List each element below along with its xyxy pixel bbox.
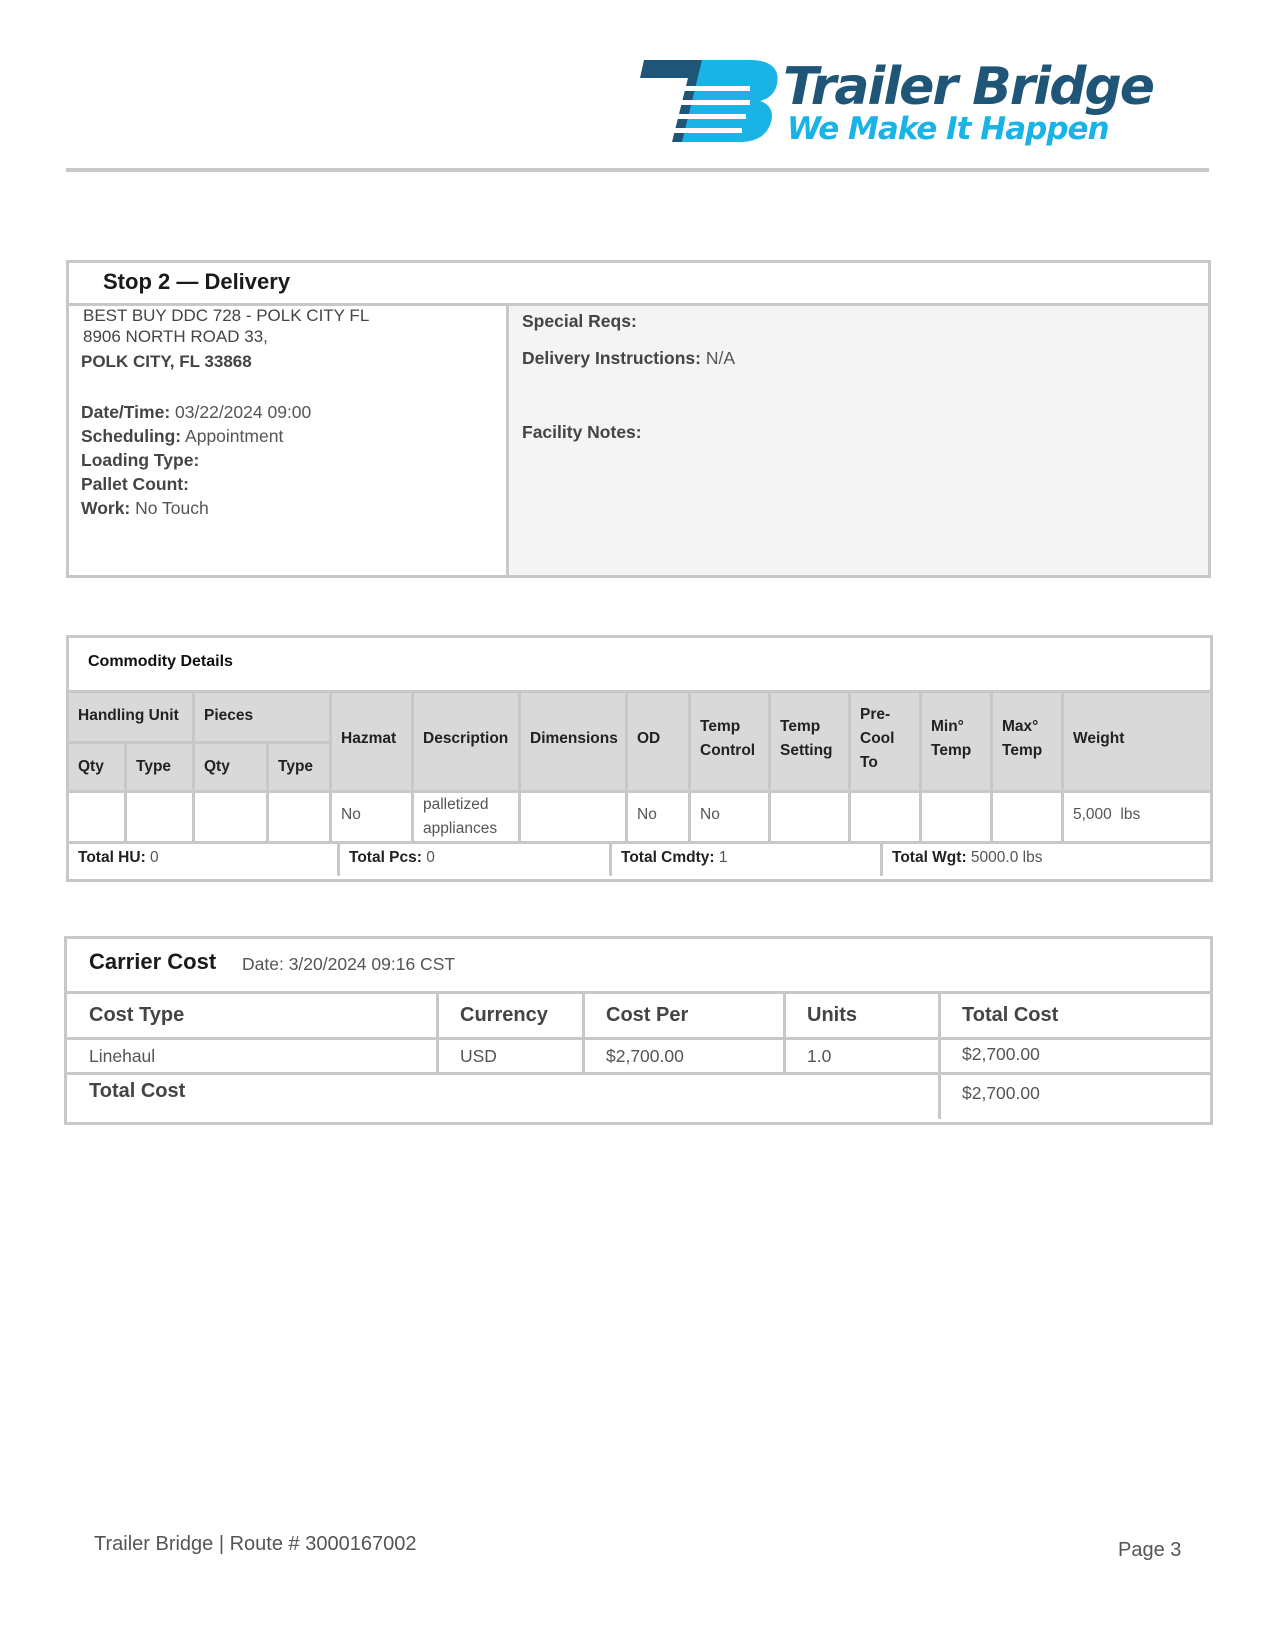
cell-min-temp xyxy=(922,793,993,844)
special-reqs-label: Special Reqs: xyxy=(522,311,637,331)
brand-wordmark xyxy=(783,56,1153,146)
loading-type-field xyxy=(81,450,199,471)
delivery-instructions-label: Delivery Instructions: xyxy=(522,348,701,368)
col-od: OD xyxy=(628,693,691,793)
col-divider xyxy=(938,991,941,1119)
col-divider xyxy=(783,991,786,1072)
address-line-2: 8906 NORTH ROAD 33, xyxy=(83,327,268,346)
header-cost-per: Cost Per xyxy=(606,1004,689,1026)
carrier-cost-date: Date: 3/20/2024 09:16 CST xyxy=(242,954,456,974)
col-hazmat: Hazmat xyxy=(332,693,414,793)
commodity-title: Commodity Details xyxy=(88,653,233,670)
cell-cost-type: Linehaul xyxy=(89,1046,156,1066)
delivery-instructions-field xyxy=(522,348,735,369)
pallet-count-label: Pallet Count: xyxy=(81,474,189,494)
scheduling-label: Scheduling: xyxy=(81,426,182,446)
col-temp-control: Temp Control xyxy=(691,693,771,793)
col-weight: Weight xyxy=(1064,693,1210,793)
header-units: Units xyxy=(807,1004,857,1026)
cell-od: No xyxy=(628,793,691,844)
total-cost-label: Total Cost xyxy=(89,1080,186,1102)
work-field xyxy=(81,498,209,519)
cell-hu-qty xyxy=(69,793,127,844)
carrier-cost-total-row xyxy=(67,1072,1210,1122)
total-hu: Total HU: 0 xyxy=(69,844,340,876)
stop-title: Stop 2 — Delivery xyxy=(103,269,291,294)
special-reqs-field xyxy=(522,311,637,332)
carrier-cost-row xyxy=(67,1037,1210,1075)
col-min-temp: Min° Temp xyxy=(922,693,993,793)
header-total-cost: Total Cost xyxy=(962,1004,1059,1026)
total-wgt: Total Wgt: 5000.0 lbs xyxy=(892,849,1043,866)
total-cmdty: Total Cmdty: 1 xyxy=(612,844,883,876)
stop-title-bar xyxy=(69,263,1208,306)
carrier-cost-title: Carrier Cost xyxy=(89,949,217,974)
delivery-instructions-value: N/A xyxy=(705,348,736,368)
header-divider xyxy=(66,168,1209,172)
stop-panel xyxy=(66,260,1211,578)
cell-dimensions xyxy=(521,793,628,844)
cell-hazmat: No xyxy=(332,793,414,844)
cell-units: 1.0 xyxy=(807,1046,832,1066)
cell-description: palletized appliances xyxy=(414,793,521,844)
col-hu-type: Type xyxy=(127,744,195,793)
col-divider xyxy=(436,991,439,1072)
col-max-temp: Max° Temp xyxy=(993,693,1064,793)
cell-weight: 5,000 lbs xyxy=(1064,793,1210,844)
col-precool: Pre- Cool To xyxy=(851,693,922,793)
stop-notes-panel xyxy=(509,306,1208,575)
carrier-cost-header-row xyxy=(67,991,1210,1040)
work-label: Work: xyxy=(81,498,131,518)
col-divider xyxy=(582,991,585,1072)
datetime-value: 03/22/2024 09:00 xyxy=(175,402,312,422)
footer-page-number: Page 3 xyxy=(1118,1539,1182,1561)
header-cost-type: Cost Type xyxy=(89,1004,185,1026)
footer-route: Trailer Bridge | Route # 3000167002 xyxy=(94,1533,417,1555)
total-pcs: Total Pcs: 0 xyxy=(340,844,612,876)
total-cost-value: $2,700.00 xyxy=(962,1083,1040,1103)
cell-cost-per: $2,700.00 xyxy=(606,1046,684,1066)
facility-notes-field xyxy=(522,422,642,443)
cell-temp-setting xyxy=(771,793,851,844)
pallet-count-field xyxy=(81,474,189,495)
col-handling-unit: Handling Unit xyxy=(69,693,195,744)
datetime-label: Date/Time: xyxy=(81,402,171,422)
brand-name: Trailer Bridge xyxy=(783,57,1153,117)
cell-temp-control: No xyxy=(691,793,771,844)
col-description: Description xyxy=(414,693,521,793)
col-dimensions: Dimensions xyxy=(521,693,628,793)
scheduling-field xyxy=(81,426,283,447)
commodity-table xyxy=(66,635,1213,882)
col-pieces: Pieces xyxy=(195,693,332,744)
facility-notes-label: Facility Notes: xyxy=(522,422,642,442)
cell-precool xyxy=(851,793,922,844)
header-currency: Currency xyxy=(460,1004,548,1026)
col-pcs-qty: Qty xyxy=(195,744,269,793)
brand-tagline: We Make It Happen xyxy=(787,111,1109,147)
col-hu-qty: Qty xyxy=(69,744,127,793)
col-temp-setting: Temp Setting xyxy=(771,693,851,793)
cell-currency: USD xyxy=(460,1046,497,1066)
cell-total-cost: $2,700.00 xyxy=(962,1044,1040,1064)
cell-hu-type xyxy=(127,793,195,844)
carrier-cost-table xyxy=(64,936,1213,1125)
cell-pcs-qty xyxy=(195,793,269,844)
address-line-1: BEST BUY DDC 728 - POLK CITY FL xyxy=(83,306,370,325)
loading-type-label: Loading Type: xyxy=(81,450,200,470)
city-state-zip: POLK CITY, FL 33868 xyxy=(81,352,252,371)
commodity-title-bar xyxy=(69,638,1210,693)
cell-max-temp xyxy=(993,793,1064,844)
col-pcs-type: Type xyxy=(269,744,332,793)
work-value: No Touch xyxy=(135,498,209,518)
scheduling-value: Appointment xyxy=(185,426,284,446)
datetime-field xyxy=(81,402,311,423)
cell-pcs-type xyxy=(269,793,332,844)
stop-location-panel xyxy=(69,306,509,575)
